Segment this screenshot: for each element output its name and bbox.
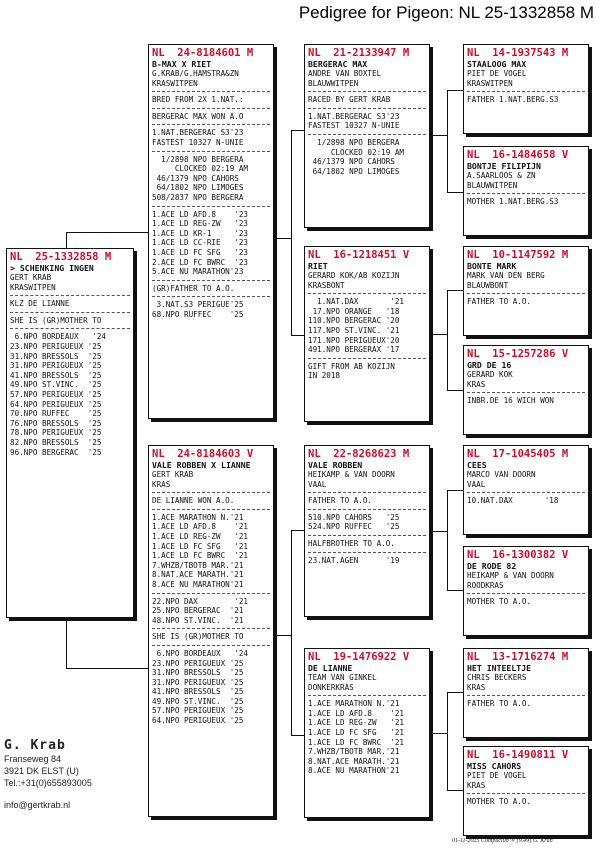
info-line: 1.ACE LD CC-RIE '23: [152, 238, 249, 248]
info-line: KRAS: [467, 780, 486, 790]
connector-line: [433, 733, 447, 734]
pigeon-card-mother: [148, 445, 274, 817]
info-line: FATHER TO A.O.: [467, 699, 532, 709]
pigeon-name: > SCHENKING INGEN: [10, 263, 94, 273]
pigeon-name: RIET: [308, 261, 328, 271]
info-line: 23.NPO PERIGUEUX '25: [152, 658, 244, 668]
info-line: 82.NPO BRESSOLS '25: [10, 437, 102, 447]
info-line: HALFBROTHER TO A.O.: [308, 538, 395, 548]
pigeon-name: BONTJE FILIPIJN: [467, 161, 541, 171]
separator: [152, 593, 270, 594]
info-line: 1.ACE LD REG-ZW '21: [308, 718, 405, 728]
separator: [308, 358, 426, 359]
separator: [467, 193, 585, 194]
info-line: FATHER TO A.O.: [308, 496, 373, 506]
pigeon-card-ggp-2: [463, 146, 589, 236]
info-line: FATHER 1.NAT.BERG.S3: [467, 95, 559, 105]
connector-line: [291, 735, 304, 736]
pigeon-name: DE LIANNE: [308, 663, 353, 673]
separator: [10, 295, 130, 296]
pigeon-card-ggp-5: [463, 445, 589, 535]
separator: [152, 151, 270, 152]
info-line: 8.NAT.ACE MARATH.'21: [152, 570, 244, 580]
info-line: VAAL: [308, 479, 327, 489]
separator: [467, 793, 585, 794]
info-line: 57.NPO PERIGUEUX '25: [10, 389, 102, 399]
info-line: MARCO VAN DOORN: [467, 470, 536, 479]
info-line: 96.NPO BERGERAC '25: [10, 447, 102, 457]
ring-number: NL 10-1147592 M: [467, 249, 569, 261]
info-line: FATHER TO A.O.: [467, 297, 532, 307]
pigeon-card-ggp-4: [463, 345, 589, 435]
info-line: 110.NPO BERGERAC '20: [308, 316, 400, 326]
connector-line: [447, 290, 448, 390]
pigeon-name: GRD DE 16: [467, 360, 512, 370]
info-line: ANDRE VAN BOXTEL: [308, 69, 382, 78]
connector-line: [433, 135, 447, 136]
connector-line: [447, 590, 463, 591]
info-line: 41.NPO BRESSOLS '25: [10, 370, 102, 380]
ring-number: NL 22-8268623 M: [308, 448, 410, 460]
info-line: 1.ACE LD AFD.8 '21: [308, 708, 405, 718]
info-line: 510.NPO CAHORS '25: [308, 512, 400, 522]
info-line: 6.NPO BORDEAUX '24: [10, 332, 107, 342]
pigeon-card-subject: [6, 248, 134, 618]
pigeon-name: HET INTEELTJE: [467, 663, 532, 673]
pigeon-name: CEES: [467, 460, 487, 470]
info-line: FASTEST 10327 N-UNIE: [308, 121, 400, 131]
pigeon-card-father: [148, 44, 274, 419]
info-line: 64/1802 NPO LIMOGES: [152, 183, 244, 193]
pigeon-card-ggp-3: [463, 246, 589, 336]
info-line: 49.NPO ST.VINC. '25: [152, 696, 244, 706]
ring-number: NL 21-2133947 M: [308, 47, 410, 59]
separator: [467, 695, 585, 696]
separator: [308, 695, 426, 696]
info-line: KRASWITPEN: [10, 282, 56, 292]
ring-number: NL 15-1257286 V: [467, 348, 569, 360]
info-line: VAAL: [467, 479, 486, 489]
pigeon-card-maternal-grandmother: [304, 648, 430, 818]
info-line: BLAUWWITPEN: [308, 78, 359, 88]
info-line: MOTHER 1.NAT.BERG.S3: [467, 197, 559, 207]
info-line: BRED FROM 2X 1.NAT.:: [152, 95, 244, 105]
info-line: DE LIANNE WON A.O.: [152, 496, 235, 506]
connector-line: [447, 790, 463, 791]
info-line: 171.NPO PERIGUEUX'20: [308, 335, 400, 345]
separator: [308, 91, 426, 92]
pigeon-name: VALE ROBBEN X LIANNE: [152, 460, 251, 470]
separator: [152, 280, 270, 281]
info-line: G.KRAB/G.HAMSTRA&ZN: [152, 69, 239, 78]
info-line: 7.WHZB/TBOTB MAR.'21: [152, 560, 244, 570]
connector-line: [66, 232, 67, 248]
ring-number: NL 24-8184601 M: [152, 47, 254, 59]
info-line: 70.NPO RUFFEC '25: [10, 409, 102, 419]
info-line: BLAUWBONT: [467, 280, 509, 290]
info-line: 1.ACE LD FC BWRC '21: [308, 737, 405, 747]
info-line: 8.ACE NU MARATHON'21: [308, 766, 400, 776]
separator: [467, 392, 585, 393]
info-line: SHE IS (GR)MOTHER TO: [10, 315, 102, 325]
separator: [152, 124, 270, 125]
info-line: ROODKRAS: [467, 580, 504, 590]
connector-line: [447, 90, 463, 91]
info-line: 46/1379 NPO CAHORS: [152, 173, 239, 183]
info-line: 10.NAT.DAX '18: [467, 496, 559, 506]
connector-line: [447, 390, 463, 391]
page-title: Pedigree for Pigeon: NL 25-1332858 M: [298, 3, 594, 22]
info-line: 6.NPO BORDEAUX '24: [152, 648, 249, 658]
connector-line: [277, 238, 291, 239]
info-line: 48.NPO ST.VINC. '21: [152, 615, 244, 625]
separator: [308, 535, 426, 536]
ring-number: NL 14-1937543 M: [467, 47, 569, 59]
connector-line: [433, 531, 447, 532]
separator: [467, 593, 585, 594]
connector-line: [291, 130, 292, 335]
separator: [467, 293, 585, 294]
separator: [10, 328, 130, 329]
pigeon-name: STAALOOG MAX: [467, 59, 527, 69]
info-line: 64.NPO PERIGUEUX '25: [152, 716, 244, 726]
breeder-name: G. Krab: [4, 738, 66, 753]
ring-number: NL 16-1218451 V: [308, 249, 410, 261]
info-line: 1.ACE LD AFD.8 '23: [152, 209, 249, 219]
info-line: 8.NAT.ACE MARATH.'21: [308, 756, 400, 766]
info-line: CHRIS BECKERS: [467, 673, 527, 682]
info-line: PIET DE VOGEL: [467, 771, 527, 780]
info-line: KRASWITPEN: [152, 78, 198, 88]
pigeon-card-ggp-8: [463, 746, 589, 836]
info-line: 64/1802 NPO LIMOGES: [308, 166, 400, 176]
info-line: 1.ACE LD FC SFG '21: [308, 727, 405, 737]
separator: [152, 108, 270, 109]
info-line: 78.NPO PERIGUEUX '25: [10, 428, 102, 438]
connector-line: [66, 620, 67, 668]
info-line: 1.NAT.DAX '21: [308, 297, 405, 307]
pigeon-name: BONTE MARK: [467, 261, 517, 271]
info-line: CLOCKED 02:19 AM: [152, 164, 249, 174]
breeder-address-2: 3921 DK ELST (U): [4, 766, 79, 776]
info-line: 25.NPO BERGERAC '21: [152, 606, 244, 616]
connector-line: [447, 692, 448, 790]
info-line: PIET DE VOGEL: [467, 69, 527, 78]
info-line: MOTHER TO A.O.: [467, 797, 532, 807]
pigeon-name: MISS CAHORS: [467, 761, 522, 771]
info-line: 1.ACE LD REG-ZW '21: [152, 531, 249, 541]
info-line: GERT KRAB: [10, 273, 52, 282]
info-line: 1.ACE MARATHON N.'21: [308, 699, 400, 709]
info-line: GIFT FROM AB KOZIJN: [308, 361, 395, 371]
separator: [152, 492, 270, 493]
info-line: 1.NAT.BERGERAC S3'23: [152, 128, 244, 138]
pigeon-card-paternal-grandmother: [304, 246, 430, 422]
separator: [467, 492, 585, 493]
connector-line: [447, 192, 463, 193]
info-line: HEIKAMP & VAN DOORN: [467, 571, 554, 580]
info-line: GERT KRAB: [152, 470, 194, 479]
ring-number: NL 16-1300382 V: [467, 549, 569, 561]
info-line: 2.ACE LD FC BWRC '23: [152, 257, 249, 267]
info-line: 1.ACE LD FC SFG '21: [152, 541, 249, 551]
info-line: 7.WHZB/TBOTB MAR.'21: [308, 747, 400, 757]
separator: [152, 296, 270, 297]
pigeon-name: B-MAX X RIET: [152, 59, 212, 69]
separator: [308, 552, 426, 553]
separator: [10, 312, 130, 313]
separator: [308, 492, 426, 493]
separator: [308, 108, 426, 109]
ring-number: NL 13-1716274 M: [467, 651, 569, 663]
ring-number: NL 24-8184603 V: [152, 448, 254, 460]
breeder-address-1: Franseweg 84: [4, 754, 62, 764]
info-line: 1.ACE LD KR-1 '23: [152, 228, 249, 238]
info-line: 31.NPO BRESSOLS '25: [10, 351, 102, 361]
info-line: 5.ACE NU MARATHON'23: [152, 267, 244, 277]
ring-number: NL 16-1490811 V: [467, 749, 569, 761]
ring-number: NL 25-1332858 M: [10, 251, 112, 263]
info-line: 23.NAT.AGEN '19: [308, 555, 400, 565]
info-line: INBR.DE 16 WICH WON: [467, 396, 554, 406]
separator: [308, 134, 426, 135]
separator: [308, 293, 426, 294]
info-line: BLAUWWITPEN: [467, 180, 518, 190]
connector-line: [447, 490, 463, 491]
info-line: 76.NPO BRESSOLS '25: [10, 418, 102, 428]
info-line: 31.NPO PERIGUEUX '25: [10, 361, 102, 371]
info-line: RACED BY GERT KRAB: [308, 95, 391, 105]
pigeon-name: VALE ROBBEN: [308, 460, 363, 470]
connector-line: [291, 335, 304, 336]
info-line: KRAS: [467, 379, 486, 389]
info-line: 46/1379 NPO CAHORS: [308, 157, 395, 167]
separator: [467, 91, 585, 92]
info-line: DONKERKRAS: [308, 682, 354, 692]
info-line: IN 2018: [308, 371, 341, 381]
pigeon-card-maternal-grandfather: [304, 445, 430, 617]
pigeon-card-ggp-1: [463, 44, 589, 134]
connector-line: [66, 232, 148, 233]
connector-line: [447, 692, 463, 693]
info-line: KRAS: [152, 479, 171, 489]
connector-line: [291, 130, 304, 131]
breeder-phone: Tel.:+31(0)655893005: [4, 778, 92, 788]
info-line: GERARD KOK: [467, 370, 513, 379]
info-line: 1.ACE MARATHON N.'21: [152, 512, 244, 522]
separator: [308, 509, 426, 510]
info-line: GERARD KOK/AB KOZIJN: [308, 271, 400, 280]
info-line: A.SAARLOOS & ZN: [467, 171, 536, 180]
separator: [152, 91, 270, 92]
info-line: CLOCKED 02:19 AM: [308, 147, 405, 157]
pigeon-card-paternal-grandfather: [304, 44, 430, 228]
info-line: 1.ACE LD REG-ZW '23: [152, 219, 249, 229]
info-line: 68.NPO RUFFEC '25: [152, 309, 244, 319]
info-line: 524.NPO RUFFEC '25: [308, 522, 400, 532]
pigeon-name: BERGERAC MAX: [308, 59, 368, 69]
info-line: 1.ACE LD FC BWRC '21: [152, 551, 249, 561]
connector-line: [433, 334, 447, 335]
info-line: 49.NPO ST.VINC. '25: [10, 380, 102, 390]
info-line: 491.NPO BERGERAX '17: [308, 345, 400, 355]
separator: [152, 206, 270, 207]
connector-line: [291, 530, 292, 735]
pigeon-card-ggp-7: [463, 648, 589, 738]
info-line: 57.NPO PERIGUEUX '25: [152, 706, 244, 716]
ring-number: NL 17-1045405 M: [467, 448, 569, 460]
info-line: 1/2898 NPO BERGERA: [152, 154, 244, 164]
info-line: FASTEST 10327 N-UNIE: [152, 137, 244, 147]
breeder-email[interactable]: info@gertkrab.nl: [4, 800, 71, 810]
info-line: 64.NPO PERIGUEUX '25: [10, 399, 102, 409]
info-line: KRAS: [467, 682, 486, 692]
ring-number: NL 16-1484658 V: [467, 149, 569, 161]
footer-text: 01-11-2025 Compuclub ® [9.49] G. Krab: [452, 838, 553, 844]
connector-line: [277, 635, 291, 636]
info-line: 41.NPO BRESSOLS '25: [152, 687, 244, 697]
info-line: 31.NPO BRESSOLS '25: [152, 668, 244, 678]
info-line: 17.NPO ORANGE '18: [308, 306, 400, 316]
info-line: 1.ACE LD AFD.8 '21: [152, 522, 249, 532]
info-line: 8.ACE NU MARATHON'21: [152, 579, 244, 589]
breeder-info: [4, 738, 92, 811]
info-line: (GR)FATHER TO A.O.: [152, 283, 235, 293]
pigeon-name: DE RODE 82: [467, 561, 517, 571]
separator: [152, 645, 270, 646]
info-line: 1.ACE LD FC SFG '23: [152, 247, 249, 257]
info-line: HEIKAMP & VAN DOORN: [308, 470, 395, 479]
separator: [152, 509, 270, 510]
connector-line: [66, 668, 148, 669]
info-line: SHE IS (GR)MOTHER TO: [152, 632, 244, 642]
info-line: 117.NPO ST.VINC. '21: [308, 325, 400, 335]
connector-line: [291, 530, 304, 531]
connector-line: [447, 90, 448, 192]
connector-line: [447, 490, 448, 590]
info-line: KRASBONT: [308, 280, 345, 290]
info-line: 23.NPO PERIGUEUX '25: [10, 341, 102, 351]
connector-line: [447, 290, 463, 291]
info-line: MOTHER TO A.O.: [467, 597, 532, 607]
info-line: 3.NAT.S3 PERIGUE'25: [152, 300, 244, 310]
info-line: 1/2898 NPO BERGERA: [308, 137, 400, 147]
info-line: 22.NPO DAX '21: [152, 596, 249, 606]
info-line: 1.NAT.BERGERAC S3'23: [308, 111, 400, 121]
separator: [152, 628, 270, 629]
info-line: KRASWITPEN: [467, 78, 513, 88]
info-line: 31.NPO PERIGUEUX '25: [152, 677, 244, 687]
pigeon-card-ggp-6: [463, 546, 589, 636]
info-line: MARK VAN DEN BERG: [467, 271, 545, 280]
info-line: BERGERAC MAX WON A.O: [152, 111, 244, 121]
ring-number: NL 19-1476922 V: [308, 651, 410, 663]
info-line: TEAM VAN GINKEL: [308, 673, 377, 682]
info-line: KLZ DE LIANNE: [10, 299, 70, 309]
info-line: 508/2837 NPO BERGERA: [152, 192, 244, 202]
